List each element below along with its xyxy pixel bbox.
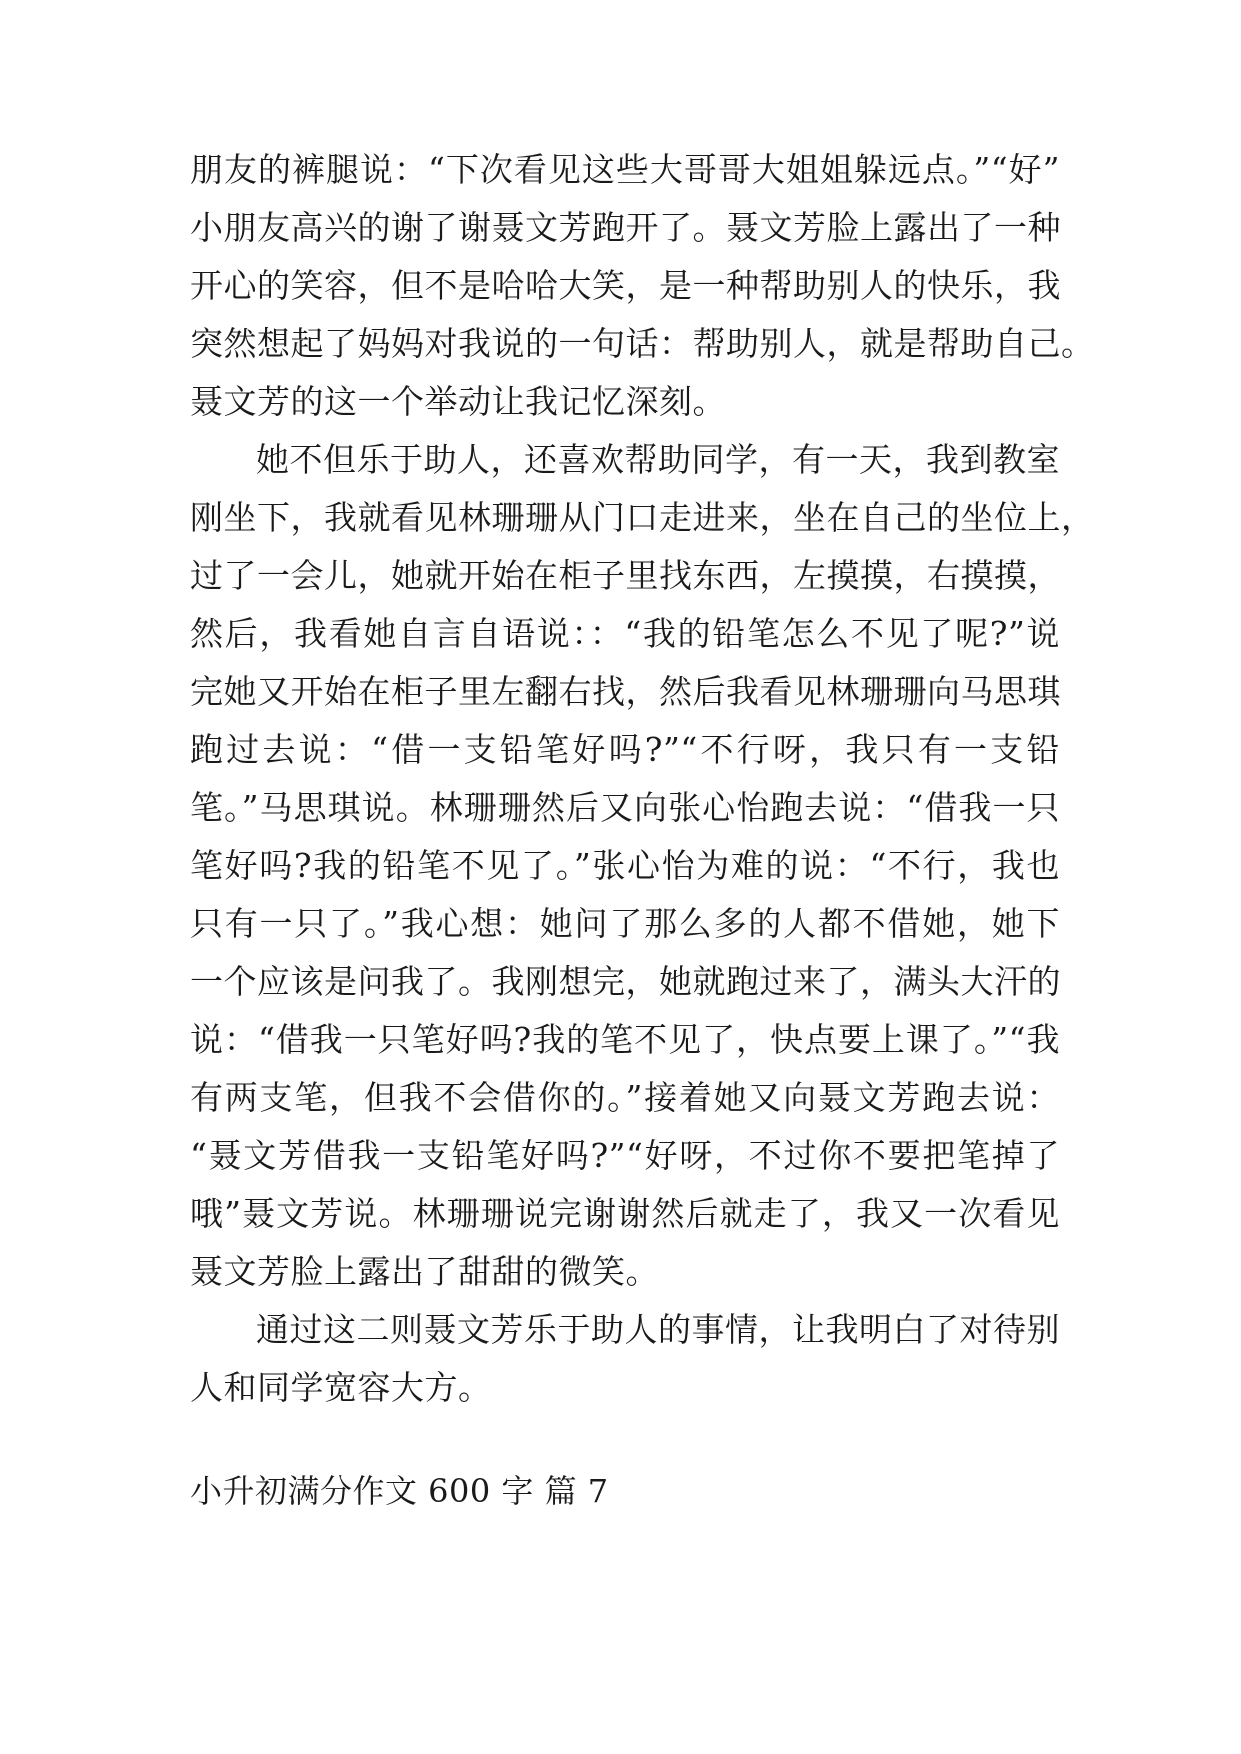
text-line: 她不但乐于助人，还喜欢帮助同学，有一天，我到教室 — [256, 440, 1060, 479]
text-line: 小朋友高兴的谢了谢聂文芳跑开了。聂文芳脸上露出了一种 — [190, 208, 1061, 247]
text-line: “聂文芳借我一支铅笔好吗?”“好呀，不过你不要把笔掉了 — [190, 1136, 1060, 1175]
text-line: 突然想起了妈妈对我说的一句话：帮助别人，就是帮助自己。 — [190, 324, 1095, 363]
text-line: 人和同学宽容大方。 — [190, 1368, 492, 1407]
text-line: 然后，我看她自言自语说：：“我的铅笔怎么不见了呢?”说 — [190, 614, 1060, 653]
text-line: 完她又开始在柜子里左翻右找，然后我看见林珊珊向马思琪 — [190, 672, 1061, 711]
text-line: 只有一只了。”我心想：她问了那么多的人都不借她，她下 — [190, 904, 1060, 943]
text-line: 笔好吗?我的铅笔不见了。”张心怡为难的说：“不行，我也 — [190, 846, 1060, 885]
text-line: 刚坐下，我就看见林珊珊从门口走进来，坐在自己的坐位上， — [190, 498, 1095, 537]
text-line: 聂文芳的这一个举动让我记忆深刻。 — [190, 382, 726, 421]
text-line: 一个应该是问我了。我刚想完，她就跑过来了，满头大汗的 — [190, 962, 1061, 1001]
text-line: 有两支笔，但我不会借你的。”接着她又向聂文芳跑去说： — [190, 1078, 1060, 1117]
text-line: 说：“借我一只笔好吗?我的笔不见了，快点要上课了。”“我 — [190, 1020, 1060, 1059]
text-line: 跑过去说：“借一支铅笔好吗?”“不行呀，我只有一支铅 — [190, 730, 1060, 769]
text-line: 聂文芳脸上露出了甜甜的微笑。 — [190, 1252, 659, 1291]
text-line: 哦”聂文芳说。林珊珊说完谢谢然后就走了，我又一次看见 — [190, 1194, 1060, 1233]
text-line: 朋友的裤腿说：“下次看见这些大哥哥大姐姐躲远点。”“好” — [190, 150, 1060, 189]
text-line: 开心的笑容，但不是哈哈大笑，是一种帮助别人的快乐，我 — [190, 266, 1061, 305]
text-line: 笔。”马思琪说。林珊珊然后又向张心怡跑去说：“借我一只 — [190, 788, 1060, 827]
section-heading: 小升初满分作文 600 字 篇 7 — [190, 1472, 609, 1510]
text-line: 通过这二则聂文芳乐于助人的事情，让我明白了对待别 — [256, 1310, 1060, 1349]
text-line: 过了一会儿，她就开始在柜子里找东西，左摸摸，右摸摸， — [190, 556, 1061, 595]
